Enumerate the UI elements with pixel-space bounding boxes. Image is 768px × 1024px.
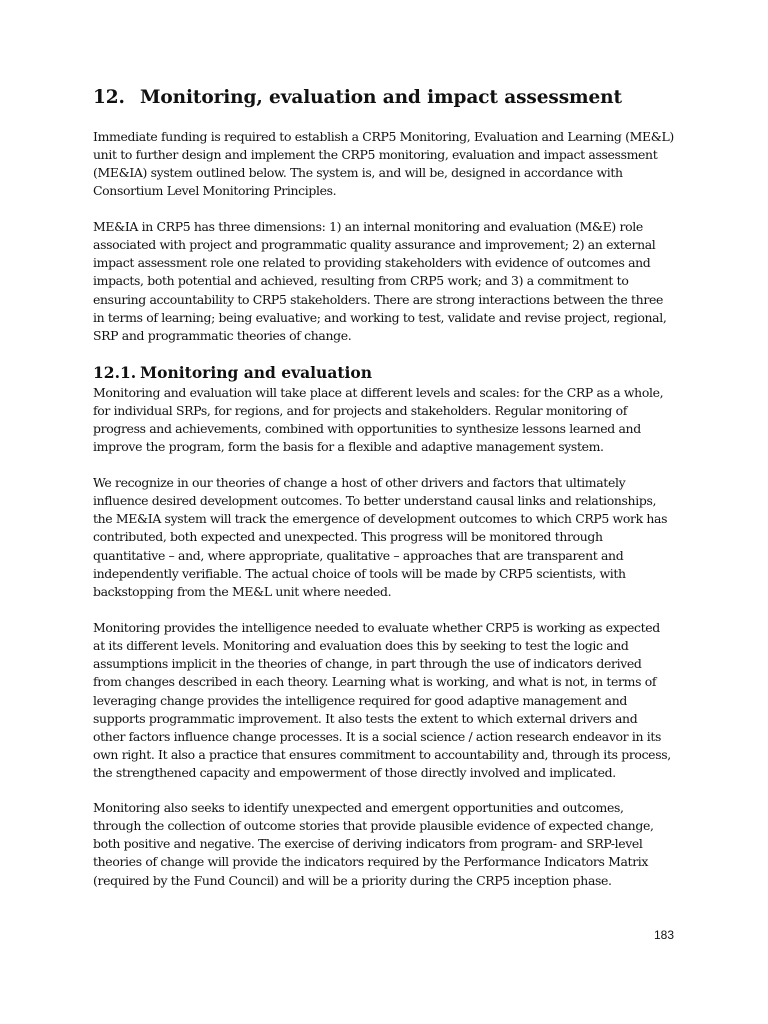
section-heading	[93, 86, 693, 110]
text-line: own right. It also a practice that ensures commitment to accountability and, through its process,	[93, 746, 671, 762]
text-line: (ME&IA) system outlined below. The system is, and will be, designed in accordance with	[93, 165, 623, 181]
text-line: backstopping from the ME&L unit where needed.	[93, 583, 392, 599]
body-paragraph-2	[93, 474, 683, 601]
subsection-number: 12.1.	[93, 363, 137, 382]
section-number: 12.	[93, 87, 125, 108]
text-line: (required by the Fund Council) and will be a priority during the CRP5 inception phase.	[93, 872, 612, 888]
text-line: associated with project and programmatic quality assurance and improvement; 2) an external	[93, 237, 656, 253]
text-line: ensuring accountability to CRP5 stakeholders. There are strong interactions between the three	[93, 291, 663, 307]
text-line: assumptions implicit in the theories of change, in part through the use of indicators derived	[93, 656, 642, 672]
text-line: contributed, both expected and unexpected. This progress will be monitored through	[93, 529, 603, 545]
text-line: ME&IA in CRP5 has three dimensions: 1) an internal monitoring and evaluation (M&E) role	[93, 219, 643, 234]
text-line: independently verifiable. The actual choice of tools will be made by CRP5 scientists, with	[93, 565, 626, 581]
page-number: 183	[654, 928, 675, 942]
text-line: impact assessment role one related to providing stakeholders with evidence of outcomes and	[93, 255, 651, 271]
text-line: the ME&IA system will track the emergence of development outcomes to which CRP5 work has	[93, 511, 668, 527]
text-line: leveraging change provides the intelligence required for good adaptive management and	[93, 692, 628, 708]
text-line: for individual SRPs, for regions, and for projects and stakeholders. Regular monitoring of	[93, 403, 627, 419]
intro-paragraph-2	[93, 218, 683, 345]
text-line: supports programmatic improvement. It also tests the extent to which external drivers and	[93, 710, 638, 726]
text-line: in terms of learning; being evaluative; and working to test, validate and revise project, regional,	[93, 309, 667, 325]
text-line: improve the program, form the basis for a flexible and adaptive management system.	[93, 439, 604, 455]
text-line: from changes described in each theory. Learning what is working, and what is not, in terms of	[93, 674, 657, 690]
text-line: Monitoring provides the intelligence needed to evaluate whether CRP5 is working as expected	[93, 620, 660, 635]
text-line: the strengthened capacity and empowerment of those directly involved and implicated.	[93, 765, 616, 781]
text-line: SRP and programmatic theories of change.	[93, 327, 352, 343]
text-line: at its different levels. Monitoring and evaluation does this by seeking to test the logic and	[93, 638, 629, 654]
text-line: Consortium Level Monitoring Principles.	[93, 183, 337, 199]
body-paragraph-1	[93, 384, 683, 457]
body-paragraph-3	[93, 619, 683, 782]
text-line: unit to further design and implement the CRP5 monitoring, evaluation and impact assessment	[93, 147, 658, 163]
text-line: theories of change will provide the indicators required by the Performance Indicators Matrix	[93, 854, 649, 870]
text-line: We recognize in our theories of change a host of other drivers and factors that ultimately	[93, 475, 626, 490]
text-line: influence desired development outcomes. To better understand causal links and relationships,	[93, 493, 657, 509]
text-line: impacts, both potential and achieved, resulting from CRP5 work; and 3) a commitment to	[93, 273, 629, 289]
subsection-heading	[93, 362, 693, 384]
text-line: quantitative – and, where appropriate, qualitative – approaches that are transparent and	[93, 547, 624, 563]
section-title: Monitoring, evaluation and impact assessment	[140, 87, 622, 108]
text-line: both positive and negative. The exercise of deriving indicators from program- and SRP-level	[93, 836, 643, 852]
text-line: Monitoring also seeks to identify unexpected and emergent opportunities and outcomes,	[93, 800, 624, 815]
intro-paragraph-1	[93, 128, 683, 201]
text-line: through the collection of outcome stories that provide plausible evidence of expected change,	[93, 818, 654, 834]
text-line: other factors influence change processes. It is a social science / action research endeavor in its	[93, 728, 662, 744]
subsection-title: Monitoring and evaluation	[140, 363, 373, 382]
text-line: Monitoring and evaluation will take place at different levels and scales: for the CRP as a whole,	[93, 385, 664, 400]
body-paragraph-4	[93, 799, 683, 890]
text-line: Immediate funding is required to establish a CRP5 Monitoring, Evaluation and Learning (ME&L)	[93, 129, 674, 144]
text-line: progress and achievements, combined with opportunities to synthesize lessons learned and	[93, 421, 641, 437]
